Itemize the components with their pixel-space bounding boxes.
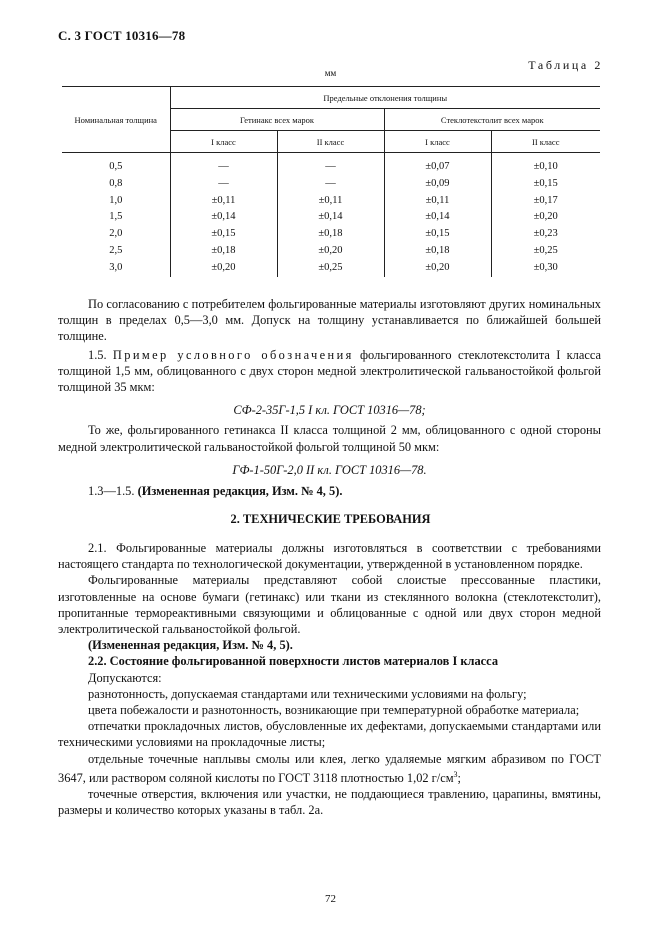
cell-tolerance: — bbox=[170, 153, 277, 176]
list-item bbox=[58, 751, 601, 787]
cell-tolerance: ±0,20 bbox=[491, 209, 600, 226]
amendment-bold: (Измененная редакция, Изм. № 4, 5). bbox=[137, 484, 343, 499]
cell-tolerance: ±0,20 bbox=[384, 260, 491, 277]
col-nominal-thickness: Номинальная толщина bbox=[62, 87, 170, 153]
designation-example: СФ-2-35Г-1,5 I кл. ГОСТ 10316—78; bbox=[233, 403, 426, 418]
col-getinaks: Гетинакс всех марок bbox=[170, 109, 384, 131]
list-item-text: отдельные точечные наплывы смолы или клея, легко удаляемые мягким абразивом по ГОСТ 3647, или раствором соляной кислоты по ГОСТ 3118 плотностью 1,02 г/см bbox=[58, 751, 601, 785]
col-getinaks-class2: II класс bbox=[277, 131, 384, 153]
table-row bbox=[62, 243, 600, 260]
table-row bbox=[62, 176, 600, 193]
cell-tolerance: ±0,15 bbox=[384, 226, 491, 243]
cell-nominal-thickness: 2,5 bbox=[109, 244, 123, 256]
cell-tolerance: ±0,15 bbox=[491, 176, 600, 193]
cell-tolerance: ±0,11 bbox=[170, 193, 277, 210]
paragraph-continuation: фольгированного стеклотекстолита I класса толщиной 1,5 мм, облицованного с двух сторон медной электролитической гальваностойкой фольгой толщиной 35 мкм: bbox=[58, 347, 601, 395]
list-item-end: ; bbox=[457, 770, 461, 785]
cell-tolerance: ±0,09 bbox=[384, 176, 491, 193]
cell-tolerance: ±0,20 bbox=[277, 243, 384, 260]
list-item: цвета побежалости и разнотонность, возникающие при температурной обработке материала; bbox=[88, 703, 580, 718]
cell-nominal-thickness: 0,8 bbox=[109, 177, 123, 189]
clause-number: 1.3—1.5. bbox=[88, 484, 138, 499]
paragraph: То же, фольгированного гетинакса II класса толщиной 2 мм, облицованного с одной стороны медной электролитической гальваностойкой фольгой толщиной 50 мкм: bbox=[58, 423, 601, 454]
cell-tolerance: ±0,07 bbox=[384, 153, 491, 176]
amendment-note bbox=[58, 483, 601, 499]
paragraph: 2.1. Фольгированные материалы должны изготовляться в соответствии с требованиями настоящего стандарта по технологической документации, утвержденной в установленном порядке. bbox=[58, 541, 601, 572]
list-item: точечные отверстия, включения или участки, не поддающиеся травлению, царапины, вмятины, размеры и количество которых указаны в табл. 2а. bbox=[58, 787, 601, 818]
cell-tolerance: ±0,23 bbox=[491, 226, 600, 243]
cell-tolerance: ±0,30 bbox=[491, 260, 600, 277]
cell-tolerance: ±0,25 bbox=[277, 260, 384, 277]
table-units: мм bbox=[324, 68, 337, 78]
body-text-upper bbox=[58, 296, 601, 499]
col-getinaks-class1: I класс bbox=[170, 131, 277, 153]
cell-tolerance: ±0,14 bbox=[384, 209, 491, 226]
col-steklotekstolit: Стеклотекстолит всех марок bbox=[384, 109, 600, 131]
amendment-note: (Измененная редакция, Изм. № 4, 5). bbox=[88, 638, 293, 653]
cell-tolerance: — bbox=[277, 153, 384, 176]
cell-tolerance: ±0,10 bbox=[491, 153, 600, 176]
table-row bbox=[62, 226, 600, 243]
cell-tolerance: ±0,18 bbox=[170, 243, 277, 260]
cell-tolerance: ±0,11 bbox=[277, 193, 384, 210]
table-caption: Таблица 2 bbox=[528, 58, 603, 72]
page-header: С. 3 ГОСТ 10316—78 bbox=[58, 28, 186, 43]
cell-nominal-thickness: 2,0 bbox=[109, 228, 123, 240]
col-steklo-class2: II класс bbox=[491, 131, 600, 153]
list-item: отпечатки прокладочных листов, обусловленные их дефектами, допускаемыми стандартами или техническими условиями на прокладочные листы; bbox=[58, 719, 601, 750]
cell-tolerance: ±0,14 bbox=[277, 209, 384, 226]
cell-nominal-thickness: 1,0 bbox=[109, 194, 123, 206]
cell-nominal-thickness: 1,5 bbox=[109, 211, 123, 223]
clause-number: 1.5. bbox=[88, 347, 107, 362]
thickness-tolerance-table bbox=[62, 86, 600, 277]
superscript: 3 bbox=[453, 769, 458, 779]
table-row bbox=[62, 209, 600, 226]
page-number: 72 bbox=[325, 893, 336, 905]
table-row bbox=[62, 193, 600, 210]
paragraph: Фольгированные материалы представляют собой слоистые прессованные пластики, изготовленные на основе бумаги (гетинакс) или ткани из стеклянного волокна (стеклотекстолит), пропитанные термореактивными связующими и облицованные с одной или двух сторон медной электролитической гальваностойкой фольгой. bbox=[58, 573, 601, 637]
table-row bbox=[62, 153, 600, 176]
table-row bbox=[62, 260, 600, 277]
cell-nominal-thickness: 3,0 bbox=[109, 261, 123, 273]
cell-tolerance: ±0,11 bbox=[384, 193, 491, 210]
body-text-lower bbox=[58, 540, 601, 819]
col-steklo-class1: I класс bbox=[384, 131, 491, 153]
clause-heading: 2.2. Состояние фольгированной поверхности листов материалов I класса bbox=[88, 654, 499, 669]
section-title: 2. ТЕХНИЧЕСКИЕ ТРЕБОВАНИЯ bbox=[230, 512, 431, 526]
cell-tolerance: — bbox=[170, 176, 277, 193]
paragraph-example bbox=[58, 347, 601, 396]
col-group-tolerances: Предельные отклонения толщины bbox=[170, 87, 600, 109]
spaced-heading: Пример условного обозначения bbox=[112, 347, 354, 362]
cell-tolerance: ±0,20 bbox=[170, 260, 277, 277]
cell-tolerance: ±0,17 bbox=[491, 193, 600, 210]
designation-example: ГФ-1-50Г-2,0 II кл. ГОСТ 10316—78. bbox=[232, 462, 427, 477]
cell-tolerance: ±0,14 bbox=[170, 209, 277, 226]
paragraph: Допускаются: bbox=[88, 670, 162, 685]
cell-tolerance: ±0,25 bbox=[491, 243, 600, 260]
list-item: разнотонность, допускаемая стандартами или техническими условиями на фольгу; bbox=[88, 686, 527, 701]
cell-tolerance: ±0,15 bbox=[170, 226, 277, 243]
cell-tolerance: — bbox=[277, 176, 384, 193]
table-body bbox=[62, 153, 600, 277]
paragraph: По согласованию с потребителем фольгированные материалы изготовляют других номинальных толщин в пределах 0,5—3,0 мм. Допуск на толщину устанавливается по ближайшей большей толщине. bbox=[58, 297, 601, 344]
cell-nominal-thickness: 0,5 bbox=[109, 161, 123, 172]
cell-tolerance: ±0,18 bbox=[277, 226, 384, 243]
cell-tolerance: ±0,18 bbox=[384, 243, 491, 260]
